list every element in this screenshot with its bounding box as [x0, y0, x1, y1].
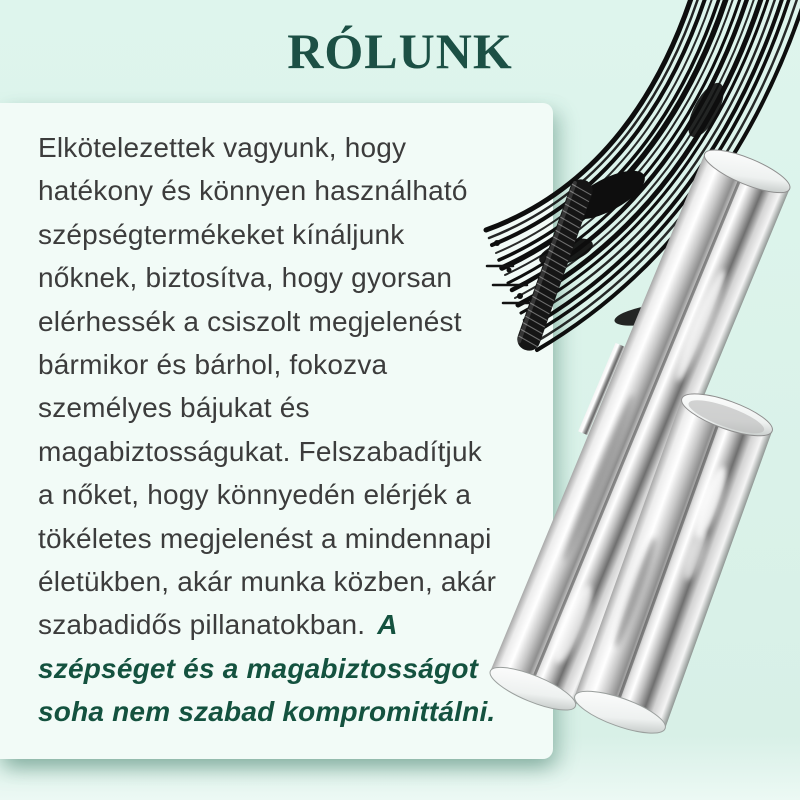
paragraph-line: a nőket, hogy könnyedén elérjék a: [38, 479, 472, 511]
paragraph-line: személyes bájukat és: [38, 392, 310, 424]
paragraph-line: Elkötelezettek vagyunk, hogy: [38, 132, 407, 163]
paragraph-line: tökéletes megjelenést a mindennapi: [38, 522, 492, 554]
paragraph-line: nőknek, biztosítva, hogy gyorsan: [38, 262, 453, 294]
paragraph-line: szépségtermékeket kínáljunk: [38, 218, 405, 250]
paragraph-line: bármikor és bárhol, fokozva: [38, 348, 388, 380]
paragraph-line: életükben, akár munka közben, akár: [38, 565, 497, 597]
paragraph-line-regular-part: szabadidős pillanatokban.: [38, 609, 366, 641]
paragraph-emphasis-line: szépséget és a magabiztosságot: [38, 652, 479, 684]
page-title: RÓLUNK: [287, 23, 513, 79]
paragraph-line: hatékony és könnyen használható: [38, 175, 468, 207]
paragraph-line-emphasis-part: A: [377, 609, 398, 641]
paragraph-emphasis-line: soha nem szabad kompromittálni.: [38, 696, 496, 728]
paragraph-line: elérhessék a csiszolt megjelenést: [38, 305, 462, 337]
paragraph-line: magabiztosságukat. Felszabadítjuk: [38, 435, 482, 467]
